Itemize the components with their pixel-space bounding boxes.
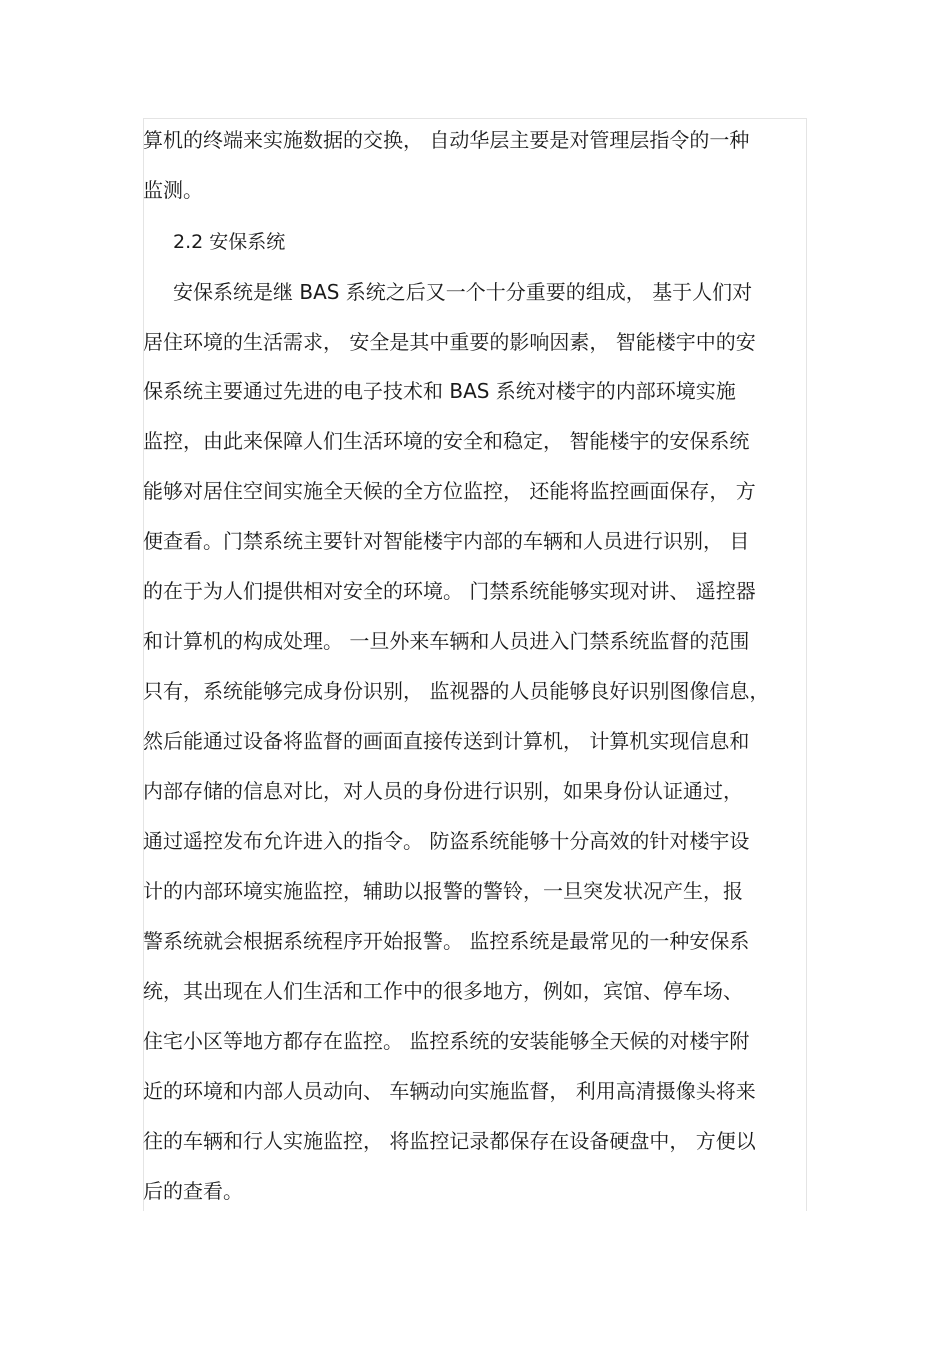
text-line-14: 内部存储的信息对比，对人员的身份进行识别，如果身份认证通过， [143,779,743,803]
text-line-6: 保系统主要通过先进的电子技术和 BAS 系统对楼宇的内部环境实施 [143,379,736,403]
text-line-16: 计的内部环境实施监控，辅助以报警的警铃，一旦突发状况产生，报 [143,879,743,903]
text-line-13: 然后能通过设备将监督的画面直接传送到计算机， 计算机实现信息和 [143,729,750,753]
text-line-15: 通过遥控发布允许进入的指令。 防盗系统能够十分高效的针对楼宇设 [143,829,750,853]
text-line-8: 能够对居住空间实施全天候的全方位监控， 还能将监控画面保存， 方 [143,479,756,503]
text-line-22: 后的查看。 [143,1179,243,1203]
text-line-12: 只有，系统能够完成身份识别， 监视器的人员能够良好识别图像信息， [143,679,770,703]
text-line-7: 监控，由此来保障人们生活环境的安全和稳定， 智能楼宇的安保系统 [143,429,750,453]
text-line-1: 算机的终端来实施数据的交换， 自动华层主要是对管理层指令的一种 [143,128,750,152]
text-line-19: 住宅小区等地方都存在监控。 监控系统的安装能够全天候的对楼宇附 [143,1029,750,1053]
text-line-17: 警系统就会根据系统程序开始报警。 监控系统是最常见的一种安保系 [143,929,750,953]
text-line-10: 的在于为人们提供相对安全的环境。 门禁系统能够实现对讲、 遥控器 [143,579,756,603]
text-line-11: 和计算机的构成处理。 一旦外来车辆和人员进入门禁系统监督的范围 [143,629,750,653]
text-line-21: 往的车辆和行人实施监控， 将监控记录都保存在设备硬盘中， 方便以 [143,1129,756,1153]
text-line-18: 统，其出现在人们生活和工作中的很多地方，例如，宾馆、停车场、 [143,979,743,1003]
section-heading: 2.2 安保系统 [173,231,286,253]
text-line-5: 居住环境的生活需求， 安全是其中重要的影响因素， 智能楼宇中的安 [143,330,756,354]
text-line-9: 便查看。门禁系统主要针对智能楼宇内部的车辆和人员进行识别， 目 [143,529,750,553]
text-line-20: 近的环境和内部人员动向、 车辆动向实施监督， 利用高清摄像头将来 [143,1079,756,1103]
text-line-4: 安保系统是继 BAS 系统之后又一个十分重要的组成， 基于人们对 [173,280,753,304]
text-line-2: 监测。 [143,178,203,202]
